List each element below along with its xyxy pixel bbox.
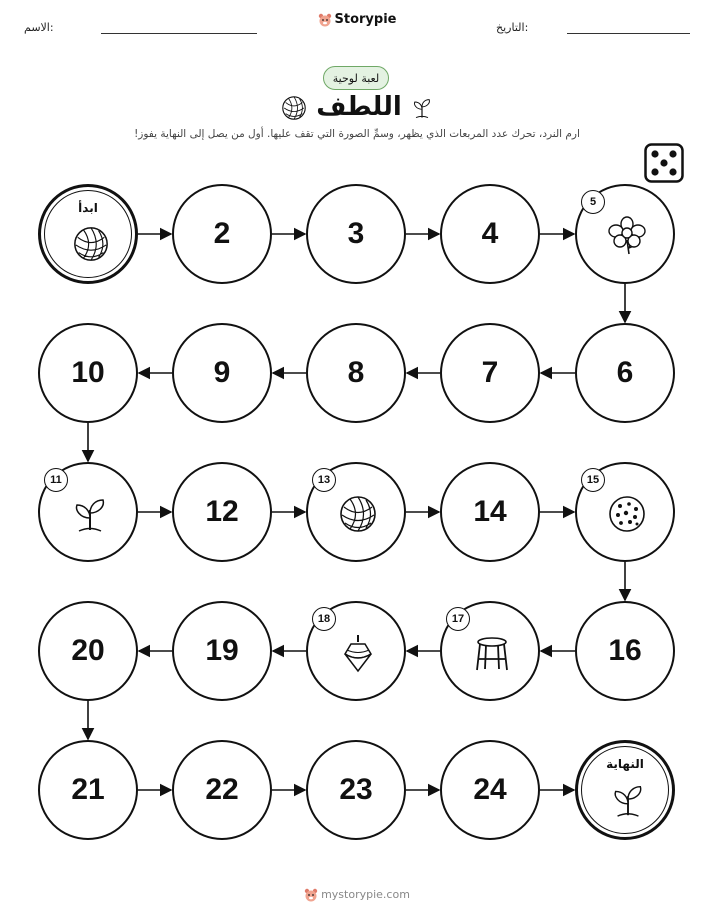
board-space-4[interactable] [440,184,540,284]
finish-label: النهاية [606,757,644,771]
board-space-9[interactable] [172,323,272,423]
board-space-6[interactable] [575,323,675,423]
space-number: 5 [581,190,605,214]
board-space-16[interactable] [575,601,675,701]
sprout-icon [609,781,647,819]
finish-space[interactable] [575,740,675,840]
board-space-7[interactable] [440,323,540,423]
board-space-19[interactable] [172,601,272,701]
space-number: 19 [205,634,239,667]
title-text: اللطف [316,92,402,122]
space-number: 2 [213,217,231,250]
space-number: 4 [481,217,499,250]
game-type-badge: لعبة لوحية [323,66,389,90]
space-number: 21 [71,773,105,806]
space-number: 3 [347,217,365,250]
board-space-11[interactable] [38,462,138,562]
space-number: 20 [71,634,105,667]
space-number: 23 [339,773,373,806]
board-space-20[interactable] [38,601,138,701]
board-space-22[interactable] [172,740,272,840]
board-space-2[interactable] [172,184,272,284]
start-space[interactable] [38,184,138,284]
space-number: 9 [213,356,231,389]
date-label: التاريخ: [496,21,529,34]
board-space-5[interactable] [575,184,675,284]
space-number: 24 [473,773,507,806]
space-number: 8 [347,356,365,389]
instructions: ارم النرد، تحرك عدد المربعات الذي يظهر، وسمِّ الصورة التي تقف عليها. أول من يصل إلى النهاية يفوز! [134,128,580,140]
bear-logo-icon [304,888,318,902]
sprout-icon [70,494,110,534]
board-space-3[interactable] [306,184,406,284]
space-number: 12 [205,495,239,528]
yarn-ball-icon [338,494,378,534]
stool-icon [472,633,512,673]
board-space-18[interactable] [306,601,406,701]
board-space-10[interactable] [38,323,138,423]
flower-icon [607,216,647,256]
space-number: 11 [44,468,68,492]
board-space-14[interactable] [440,462,540,562]
name-label: الاسم: [24,21,54,34]
space-number: 14 [473,495,507,528]
board-space-13[interactable] [306,462,406,562]
space-number: 15 [581,468,605,492]
brand-name: Storypie [334,12,397,27]
space-number: 7 [481,356,499,389]
space-number: 6 [616,356,634,389]
start-label: ابدأ [78,201,98,215]
spinning-top-icon [338,633,378,673]
yarn-ball-icon [72,225,110,263]
board-space-21[interactable] [38,740,138,840]
board-space-15[interactable] [575,462,675,562]
space-number: 13 [312,468,336,492]
footer [0,888,714,902]
board-space-24[interactable] [440,740,540,840]
board-space-17[interactable] [440,601,540,701]
cookie-icon [607,494,647,534]
board-space-23[interactable] [306,740,406,840]
space-number: 17 [446,607,470,631]
space-number: 10 [71,356,105,389]
space-number: 18 [312,607,336,631]
space-number: 16 [608,634,642,667]
board-space-12[interactable] [172,462,272,562]
space-number: 22 [205,773,239,806]
footer-url: mystorypie.com [321,888,410,901]
board-space-8[interactable] [306,323,406,423]
